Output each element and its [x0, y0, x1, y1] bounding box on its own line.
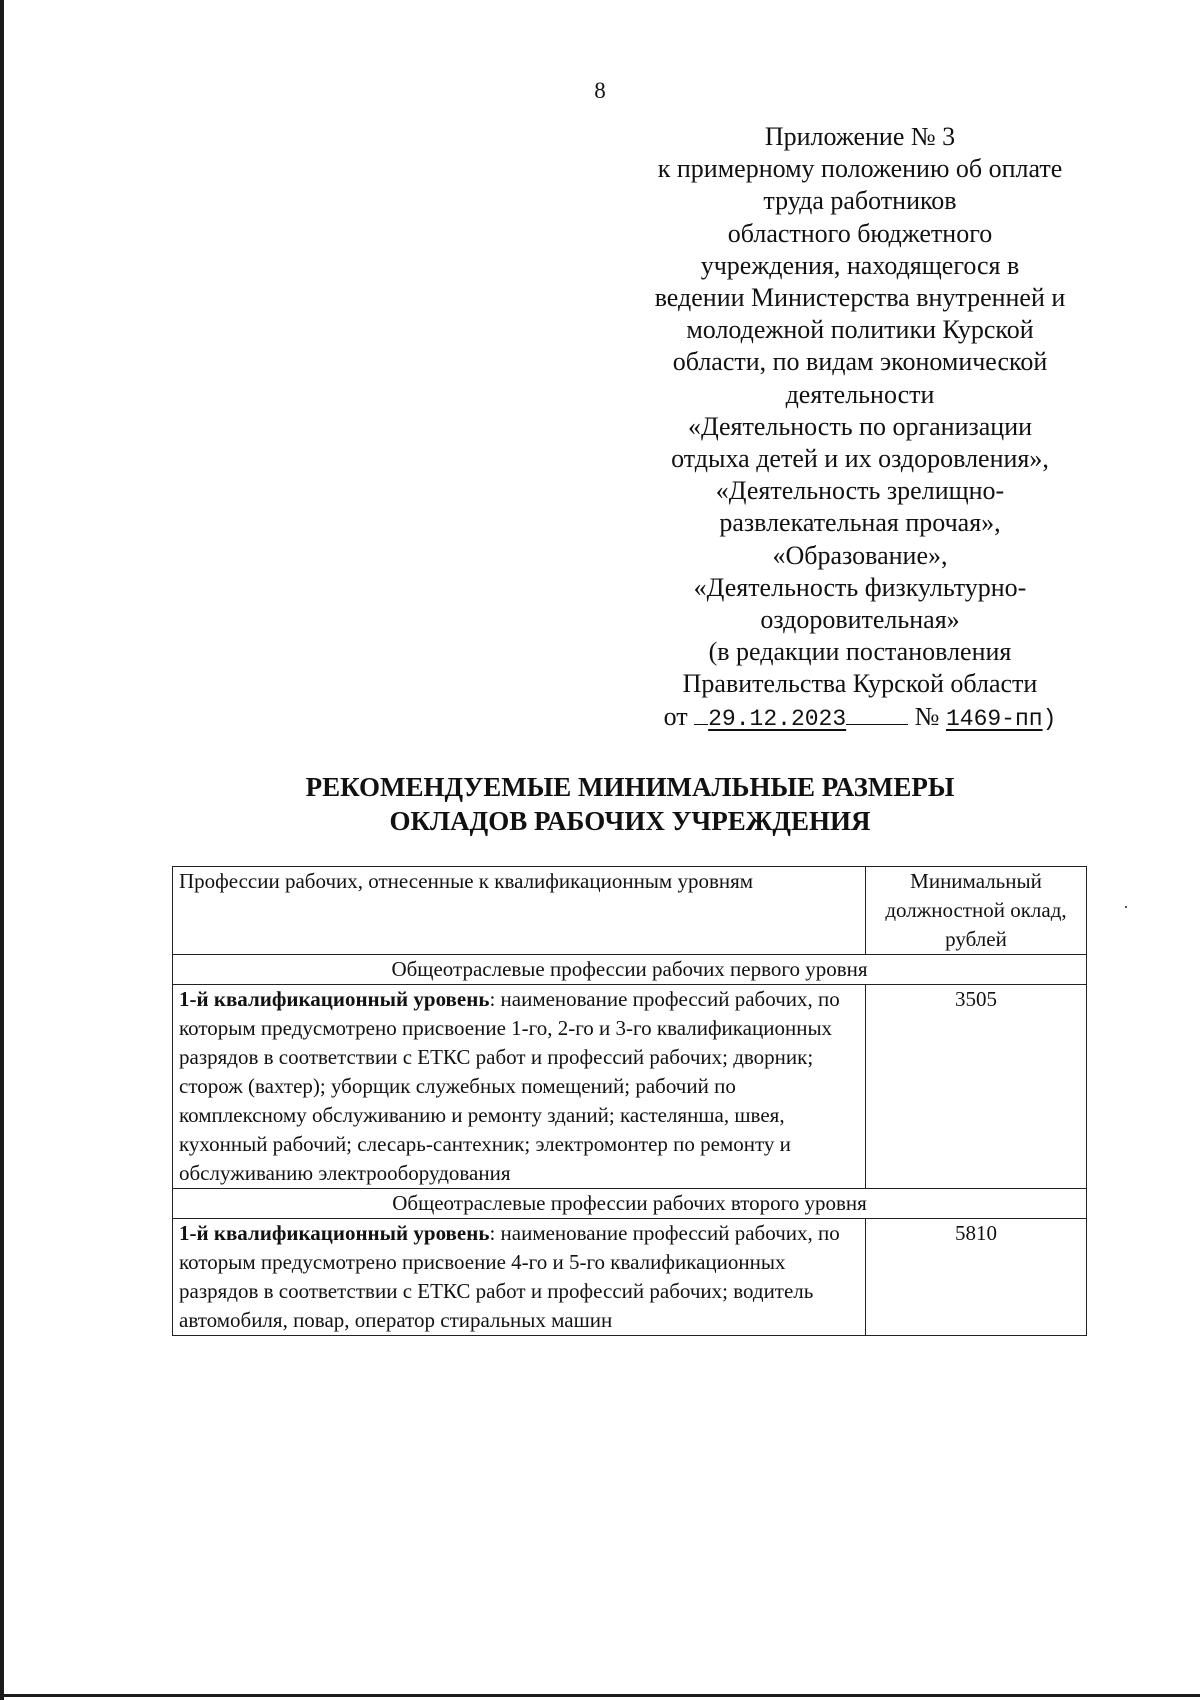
section-row — [173, 955, 1087, 985]
appendix-line: «Деятельность физкультурно- — [693, 572, 1027, 602]
document-title — [0, 770, 1200, 838]
section-title: Общеотраслевые профессии рабочих второго уровня — [173, 1189, 1087, 1219]
appendix-line: области, по видам экономической — [672, 347, 1048, 377]
appendix-header — [610, 121, 1110, 735]
appendix-line: «Деятельность по организации — [687, 411, 1033, 441]
title-line-2: ОКЛАДОВ РАБОЧИХ УЧРЕЖДЕНИЯ — [389, 806, 871, 836]
level-description — [173, 1219, 866, 1336]
appendix-line: отдыха детей и их оздоровления», — [671, 444, 1049, 474]
date-prefix: от — [663, 701, 688, 731]
appendix-line: Приложение № 3 — [764, 122, 956, 151]
level-text: : наименование профессий рабочих, по которым предусмотрено присвоение 4-го и 5-го квалификационных разрядов в соответствии с ЕТКС работ и профессий рабочих; водитель автомобиля, повар, оператор стиральных машин — [179, 1221, 840, 1332]
wage-value: 5810 — [866, 1219, 1087, 1336]
level-text: : наименование профессий рабочих, по которым предусмотрено присвоение 1-го, 2-го и 3-го квалификационных разрядов в соответствии с ЕТКС работ и профессий рабочих; дворник; сторож (вахтер); уборщик служебных помещений; рабочий по комплексному обслуживанию и ремонту зданий; кастелянша, швея, кухонный рабочий; слесарь-сантехник; электромонтер по ремонту и обслуживанию электрооборудования — [179, 987, 840, 1185]
table-header-row — [173, 867, 1087, 955]
number-sign: № — [914, 701, 940, 731]
wage-table — [172, 866, 1087, 1336]
appendix-line: молодежной политики Курской — [686, 315, 1034, 345]
scan-edge-left — [0, 0, 4, 1700]
level-description — [173, 985, 866, 1189]
scan-edge-bottom — [0, 1694, 1200, 1697]
header-wage: Минимальный должностной оклад, рублей — [866, 867, 1087, 955]
appendix-line: (в редакции постановления — [708, 637, 1012, 667]
appendix-line: труда работников — [763, 186, 957, 216]
title-line-1: РЕКОМЕНДУЕМЫЕ МИНИМАЛЬНЫЕ РАЗМЕРЫ — [305, 772, 955, 802]
appendix-line: к примерному положению об оплате — [657, 154, 1063, 184]
table-row — [173, 1219, 1087, 1336]
resolution-number: 1469-пп — [945, 705, 1043, 732]
table-row — [173, 985, 1087, 1189]
appendix-line: ведении Министерства внутренней и — [654, 283, 1066, 313]
appendix-line: «Деятельность зрелищно- — [715, 476, 1005, 506]
appendix-line: областного бюджетного — [727, 218, 993, 248]
close-paren: ) — [1042, 705, 1057, 732]
header-profession: Профессии рабочих, отнесенные к квалификационным уровням — [173, 867, 866, 955]
page-number: 8 — [594, 78, 606, 103]
section-title: Общеотраслевые профессии рабочих первого уровня — [173, 955, 1087, 985]
appendix-line: учреждения, находящегося в — [700, 250, 1020, 280]
appendix-line: развлекательная прочая», — [719, 508, 1001, 538]
underline-gap — [694, 723, 708, 725]
level-label: 1-й квалификационный уровень — [179, 987, 490, 1011]
section-row — [173, 1189, 1087, 1219]
resolution-date-line — [610, 701, 1110, 735]
wage-value: 3505 — [866, 985, 1087, 1189]
underline-gap — [846, 723, 908, 725]
level-label: 1-й квалификационный уровень — [179, 1221, 490, 1245]
appendix-line: Правительства Курской области — [682, 669, 1038, 699]
appendix-line: «Образование», — [772, 540, 948, 570]
appendix-line: оздоровительная» — [760, 605, 960, 635]
appendix-line: деятельности — [785, 379, 935, 409]
resolution-date: 29.12.2023 — [708, 705, 847, 732]
scan-speck — [1125, 906, 1127, 908]
